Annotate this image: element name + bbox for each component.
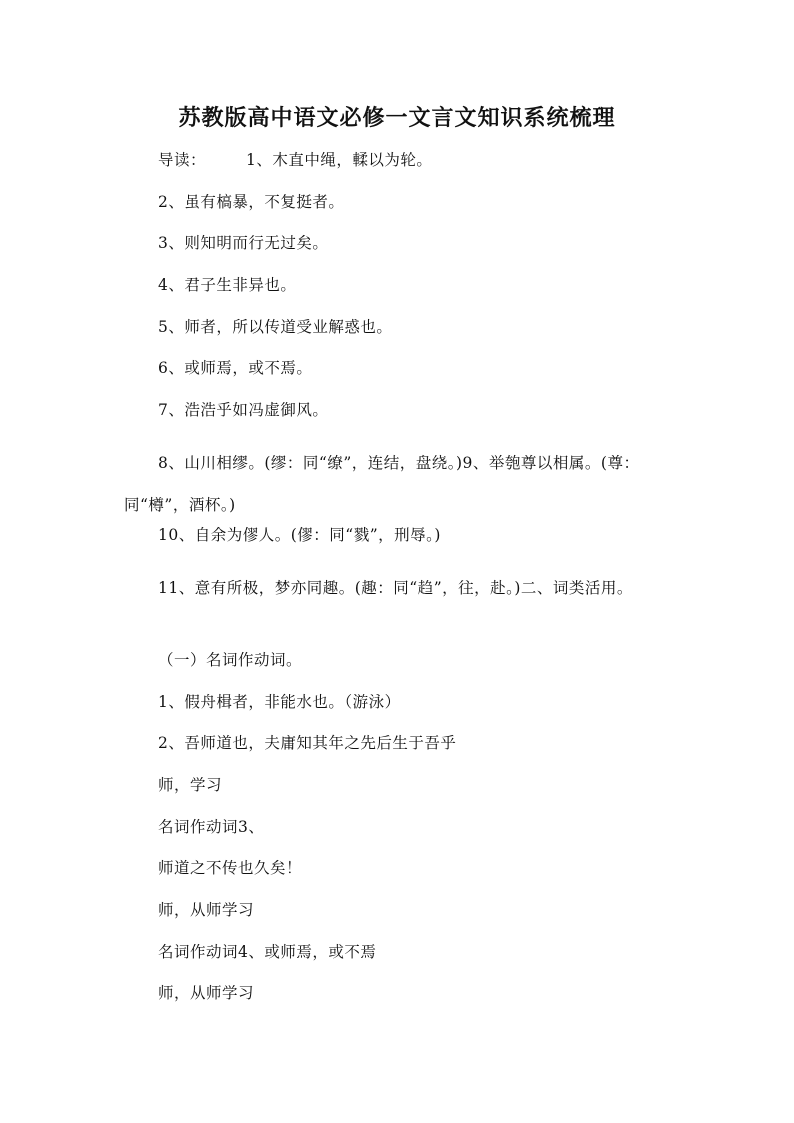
list-item: 师，从师学习	[158, 984, 255, 1002]
document-title: 苏教版高中语文必修一文言文知识系统梳理	[178, 105, 616, 131]
section-heading: （一）名词作动词。	[158, 651, 303, 669]
intro-label: 导读：	[158, 151, 207, 169]
list-item: 5、师者，所以传道受业解惑也。	[158, 318, 393, 336]
list-item: 7、浩浩乎如冯虚御风。	[158, 401, 329, 419]
intro-line	[158, 150, 432, 170]
list-item: 8、山川相缪。(缪：同“缭”，连结，盘绕。)9、举匏尊以相属。(尊：同“樽”，酒杯。)	[124, 454, 640, 514]
list-item: 师，从师学习	[158, 901, 255, 919]
list-item: 11、意有所极，梦亦同趣。(趣：同“趋”，往，赴。)二、词类活用。	[158, 579, 633, 597]
list-item: 3、则知明而行无过矣。	[158, 234, 329, 252]
list-item: 师，学习	[158, 776, 223, 794]
list-item: 10、自余为僇人。(僇：同“戮”，刑辱。)	[158, 526, 441, 544]
list-item: 4、君子生非异也。	[158, 276, 297, 294]
intro-item-1: 1、木直中绳，輮以为轮。	[246, 151, 433, 169]
list-item: 1、假舟楫者，非能水也。（游泳）	[158, 693, 401, 711]
list-item: 名词作动词3、	[158, 818, 265, 836]
list-item: 师道之不传也久矣！	[158, 859, 303, 877]
list-item: 名词作动词4、或师焉，或不焉	[158, 943, 377, 961]
list-item: 2、吾师道也，夫庸知其年之先后生于吾乎	[158, 734, 457, 752]
list-item: 6、或师焉，或不焉。	[158, 359, 313, 377]
list-item: 2、虽有槁暴，不复挺者。	[158, 193, 345, 211]
